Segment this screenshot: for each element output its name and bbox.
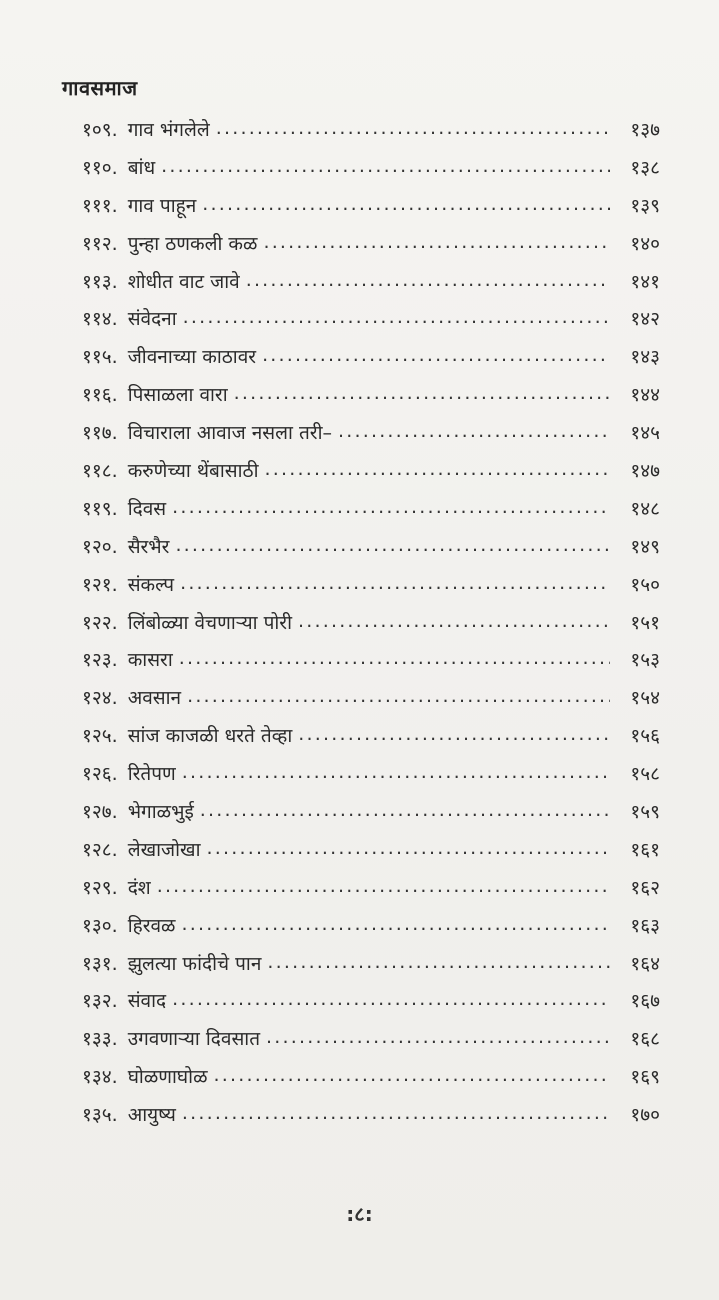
toc-entry-title: उगवणाऱ्या दिवसात bbox=[127, 1028, 261, 1051]
toc-entry-page: १३७ bbox=[630, 119, 660, 141]
toc-entry-page: १५८ bbox=[630, 763, 660, 786]
toc-entry-page: १४४ bbox=[630, 384, 660, 407]
toc-entry-page: १५४ bbox=[630, 687, 660, 710]
toc-entry-page: १५१ bbox=[630, 611, 660, 634]
toc-entry bbox=[82, 567, 660, 605]
toc-entry-title: शोधीत वाट जावे bbox=[127, 270, 240, 293]
toc-entry-number: ११४. bbox=[82, 308, 118, 331]
toc-entry-title: झुलत्या फांदीचे पान bbox=[127, 952, 262, 975]
dot-leader bbox=[214, 1057, 610, 1095]
toc-entry-number: १२४. bbox=[82, 687, 118, 710]
toc-entry-title: सांज काजळी धरते तेव्हा bbox=[127, 725, 293, 748]
dot-leader bbox=[180, 565, 610, 603]
toc-entry-number: ११७. bbox=[82, 422, 118, 445]
dot-leader bbox=[161, 148, 610, 186]
toc-entry bbox=[82, 1059, 660, 1097]
toc-entry-page: १४९ bbox=[630, 535, 660, 558]
toc-entry bbox=[82, 983, 660, 1021]
toc-entry-number: १३०. bbox=[82, 914, 118, 937]
toc-entry-page: १६२ bbox=[630, 876, 660, 899]
toc-entry-number: १३२. bbox=[82, 990, 118, 1013]
toc-entry bbox=[82, 870, 660, 908]
toc-entry-number: ११५. bbox=[82, 346, 118, 369]
dot-leader bbox=[175, 527, 610, 565]
toc-entry bbox=[82, 264, 660, 302]
toc-entry-number: ११२. bbox=[82, 232, 118, 255]
toc-entry bbox=[82, 605, 660, 643]
dot-leader bbox=[172, 981, 610, 1019]
toc-entry bbox=[82, 642, 660, 680]
toc-entry-title: पुन्हा ठणकली कळ bbox=[127, 232, 258, 255]
toc-entry-page: १५३ bbox=[630, 649, 660, 672]
toc-entry bbox=[82, 946, 660, 984]
toc-entry-page: १६१ bbox=[630, 838, 660, 861]
toc-entry-number: १२६. bbox=[82, 763, 118, 786]
dot-leader bbox=[182, 1095, 610, 1133]
toc-entry-page: १४८ bbox=[630, 497, 660, 520]
toc-entry-title: पिसाळला वारा bbox=[127, 384, 228, 407]
toc-entry bbox=[82, 377, 660, 415]
dot-leader bbox=[179, 640, 610, 678]
toc-entry-page: १६९ bbox=[630, 1066, 660, 1089]
toc-entry-title: सैरभैर bbox=[127, 535, 170, 558]
dot-leader bbox=[216, 110, 610, 148]
toc-entry bbox=[82, 680, 660, 718]
toc-entry-title: बांध bbox=[127, 156, 156, 179]
toc-entry-number: १२५. bbox=[82, 725, 118, 748]
dot-leader bbox=[246, 262, 610, 300]
toc-entry-page: १४० bbox=[630, 232, 660, 255]
dot-leader bbox=[182, 754, 610, 792]
toc-entry bbox=[82, 1021, 660, 1059]
toc-entry-number: १०९. bbox=[82, 119, 118, 141]
dot-leader bbox=[267, 944, 610, 982]
toc-entry bbox=[82, 188, 660, 226]
toc-entry bbox=[82, 301, 660, 339]
toc-entry-page: १४७ bbox=[630, 460, 660, 483]
toc-entry-number: १२८. bbox=[82, 838, 118, 861]
dot-leader bbox=[298, 603, 610, 641]
toc-entry bbox=[82, 150, 660, 188]
dot-leader bbox=[202, 186, 610, 224]
dot-leader bbox=[157, 868, 610, 906]
dot-leader bbox=[183, 299, 610, 337]
toc-entry-title: आयुष्य bbox=[127, 1104, 176, 1127]
toc-entry-page: १३८ bbox=[630, 156, 660, 179]
toc-entry bbox=[82, 908, 660, 946]
dot-leader bbox=[172, 489, 610, 527]
dot-leader bbox=[207, 830, 610, 868]
dot-leader bbox=[265, 451, 610, 489]
table-of-contents bbox=[82, 112, 660, 1135]
toc-entry bbox=[82, 529, 660, 567]
toc-entry-number: १२१. bbox=[82, 573, 118, 596]
toc-entry-page: १६८ bbox=[630, 1028, 660, 1051]
toc-entry bbox=[82, 226, 660, 264]
dot-leader bbox=[187, 678, 610, 716]
dot-leader bbox=[181, 906, 610, 944]
toc-entry-number: ११०. bbox=[82, 156, 118, 179]
dot-leader bbox=[200, 792, 610, 830]
toc-entry-number: १२२. bbox=[82, 611, 118, 634]
page-number: :८: bbox=[346, 1202, 373, 1226]
dot-leader bbox=[338, 413, 610, 451]
toc-entry-title: करुणेच्या थेंबासाठी bbox=[127, 460, 259, 483]
dot-leader bbox=[266, 1019, 610, 1057]
toc-entry-title: संवेदना bbox=[127, 308, 177, 331]
toc-entry bbox=[82, 1097, 660, 1135]
dot-leader bbox=[298, 716, 610, 754]
toc-entry-title: गाव पाहून bbox=[127, 194, 197, 217]
toc-entry bbox=[82, 491, 660, 529]
toc-entry-title: संवाद bbox=[127, 990, 167, 1013]
toc-entry-page: १५० bbox=[630, 573, 660, 596]
toc-entry-page: १४१ bbox=[630, 270, 660, 293]
toc-entry-number: १३५. bbox=[82, 1104, 118, 1127]
toc-entry-page: १६४ bbox=[630, 952, 660, 975]
toc-entry-page: १६३ bbox=[630, 914, 660, 937]
dot-leader bbox=[234, 375, 610, 413]
toc-entry bbox=[82, 756, 660, 794]
toc-entry-page: १४२ bbox=[630, 308, 660, 331]
section-title: गावसमाज bbox=[62, 76, 138, 100]
toc-entry-page: १५९ bbox=[630, 801, 660, 824]
toc-entry bbox=[82, 718, 660, 756]
toc-entry-title: लेखाजोखा bbox=[127, 838, 201, 861]
toc-entry bbox=[82, 339, 660, 377]
toc-entry-title: कासरा bbox=[127, 649, 173, 672]
toc-entry-title: गाव भंगलेले bbox=[127, 119, 210, 141]
dot-leader bbox=[263, 224, 610, 262]
toc-entry bbox=[82, 415, 660, 453]
toc-entry-number: १२७. bbox=[82, 801, 118, 824]
toc-entry-title: दंश bbox=[127, 876, 151, 899]
dot-leader bbox=[262, 337, 610, 375]
toc-entry-number: १३४. bbox=[82, 1066, 118, 1089]
toc-entry-number: ११८. bbox=[82, 460, 118, 483]
toc-entry-title: लिंबोळ्या वेचणाऱ्या पोरी bbox=[127, 611, 292, 634]
toc-entry-number: ११६. bbox=[82, 384, 118, 407]
toc-entry-title: संकल्प bbox=[127, 573, 175, 596]
toc-entry-title: हिरवळ bbox=[127, 914, 176, 937]
toc-entry-page: १७० bbox=[630, 1104, 660, 1127]
toc-entry-page: १६७ bbox=[630, 990, 660, 1013]
toc-entry-title: रितेपण bbox=[127, 763, 176, 786]
toc-entry-page: १४३ bbox=[630, 346, 660, 369]
toc-entry-number: १११. bbox=[82, 194, 118, 217]
toc-entry-number: १२०. bbox=[82, 535, 118, 558]
toc-entry-title: भेगाळभुई bbox=[127, 801, 194, 824]
toc-entry bbox=[82, 794, 660, 832]
toc-entry-number: १२९. bbox=[82, 876, 118, 899]
toc-entry-page: १३९ bbox=[630, 194, 660, 217]
toc-entry bbox=[82, 112, 660, 150]
toc-entry-page: १५६ bbox=[630, 725, 660, 748]
toc-entry-title: जीवनाच्या काठावर bbox=[127, 346, 257, 369]
toc-entry-title: अवसान bbox=[127, 687, 182, 710]
toc-entry-number: १३३. bbox=[82, 1028, 118, 1051]
toc-entry-number: ११३. bbox=[82, 270, 118, 293]
toc-entry-page: १४५ bbox=[630, 422, 660, 445]
toc-entry-title: घोळणाघोळ bbox=[127, 1066, 208, 1089]
toc-entry bbox=[82, 832, 660, 870]
toc-entry-title: विचाराला आवाज नसला तरी– bbox=[127, 422, 332, 445]
toc-entry-number: १२३. bbox=[82, 649, 118, 672]
toc-entry bbox=[82, 453, 660, 491]
toc-entry-number: ११९. bbox=[82, 497, 118, 520]
toc-entry-title: दिवस bbox=[127, 497, 167, 520]
toc-entry-number: १३१. bbox=[82, 952, 118, 975]
